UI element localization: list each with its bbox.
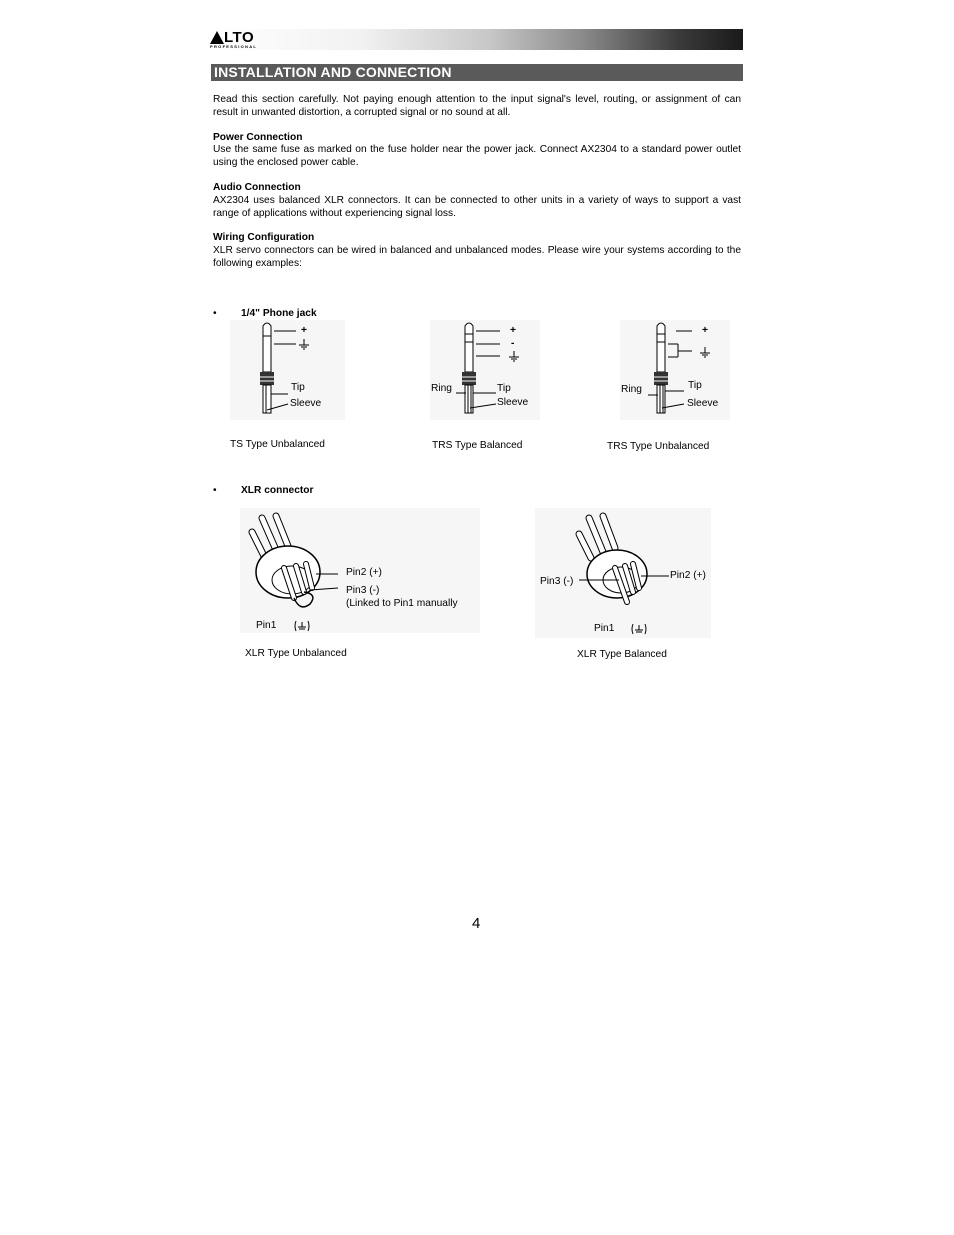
power-heading: Power Connection — [213, 132, 303, 143]
trsb-plus-label: + — [510, 325, 516, 336]
alto-logo — [210, 29, 270, 49]
caption-trs-balanced: TRS Type Balanced — [432, 440, 523, 451]
ground-icon — [699, 346, 711, 358]
bullet-phone: • — [213, 308, 217, 319]
xlrb-pin2-label: Pin2 (+) — [670, 570, 706, 581]
header-bar — [211, 29, 743, 50]
audio-paragraph: AX2304 uses balanced XLR connectors. It can be connected to other units in a variety of ways to support a vast range of applications without experiencing signal loss. — [213, 195, 741, 219]
logo-text: LTO — [224, 29, 255, 46]
ts-tip-label: Tip — [291, 382, 305, 393]
trsu-ring-label: Ring — [621, 384, 642, 395]
trs-balanced-jack-diagram — [430, 320, 550, 420]
trsb-minus-label: - — [511, 338, 515, 349]
caption-ts-unbalanced: TS Type Unbalanced — [230, 439, 325, 450]
trsb-tip-label: Tip — [497, 383, 511, 394]
xlru-pin3-label: Pin3 (-) — [346, 585, 380, 596]
caption-xlr-unbalanced: XLR Type Unbalanced — [245, 648, 347, 659]
ground-icon — [508, 350, 520, 362]
power-paragraph: Use the same fuse as marked on the fuse holder near the power jack. Connect AX2304 to a standard power outlet using the enclosed power cable. — [213, 144, 741, 168]
ts-sleeve-label: Sleeve — [290, 398, 322, 409]
xlrb-pin1-label: Pin1 — [594, 623, 615, 634]
wiring-heading: Wiring Configuration — [213, 232, 315, 243]
logo-triangle-icon — [210, 31, 224, 45]
trsu-plus-label: + — [702, 325, 708, 336]
xlru-pin2-label: Pin2 (+) — [346, 567, 382, 578]
xlr-heading: XLR connector — [241, 485, 314, 496]
logo-subtext: PROFESSIONAL — [210, 44, 258, 49]
trsu-sleeve-label: Sleeve — [687, 398, 719, 409]
trsb-ring-label: Ring — [431, 383, 452, 394]
page-number: 4 — [472, 915, 481, 932]
trsb-sleeve-label: Sleeve — [497, 397, 529, 408]
xlrb-pin3-label: Pin3 (-) — [540, 576, 574, 587]
intro-paragraph: Read this section carefully. Not paying enough attention to the input signal's level, routing, or assignment of can result in unwanted distortion, a corrupted signal or no sound at all. — [213, 94, 741, 118]
caption-trs-unbalanced: TRS Type Unbalanced — [607, 441, 710, 452]
ts-plus-label: + — [301, 325, 307, 336]
caption-xlr-balanced: XLR Type Balanced — [577, 649, 667, 660]
section-title: INSTALLATION AND CONNECTION — [214, 64, 452, 80]
ground-icon — [631, 624, 647, 636]
xlru-linked-label: (Linked to Pin1 manually — [346, 598, 458, 609]
wiring-paragraph: XLR servo connectors can be wired in balanced and unbalanced modes. Please wire your systems according to the following examples: — [213, 245, 741, 269]
audio-heading: Audio Connection — [213, 182, 301, 193]
xlru-pin1-label: Pin1 — [256, 620, 277, 631]
bullet-xlr: • — [213, 485, 217, 496]
trs-unbalanced-jack-diagram — [620, 320, 740, 420]
ground-icon — [294, 621, 310, 633]
trsu-tip-label: Tip — [688, 380, 702, 391]
phone-jack-heading: 1/4" Phone jack — [241, 308, 317, 319]
ground-icon — [298, 338, 310, 350]
